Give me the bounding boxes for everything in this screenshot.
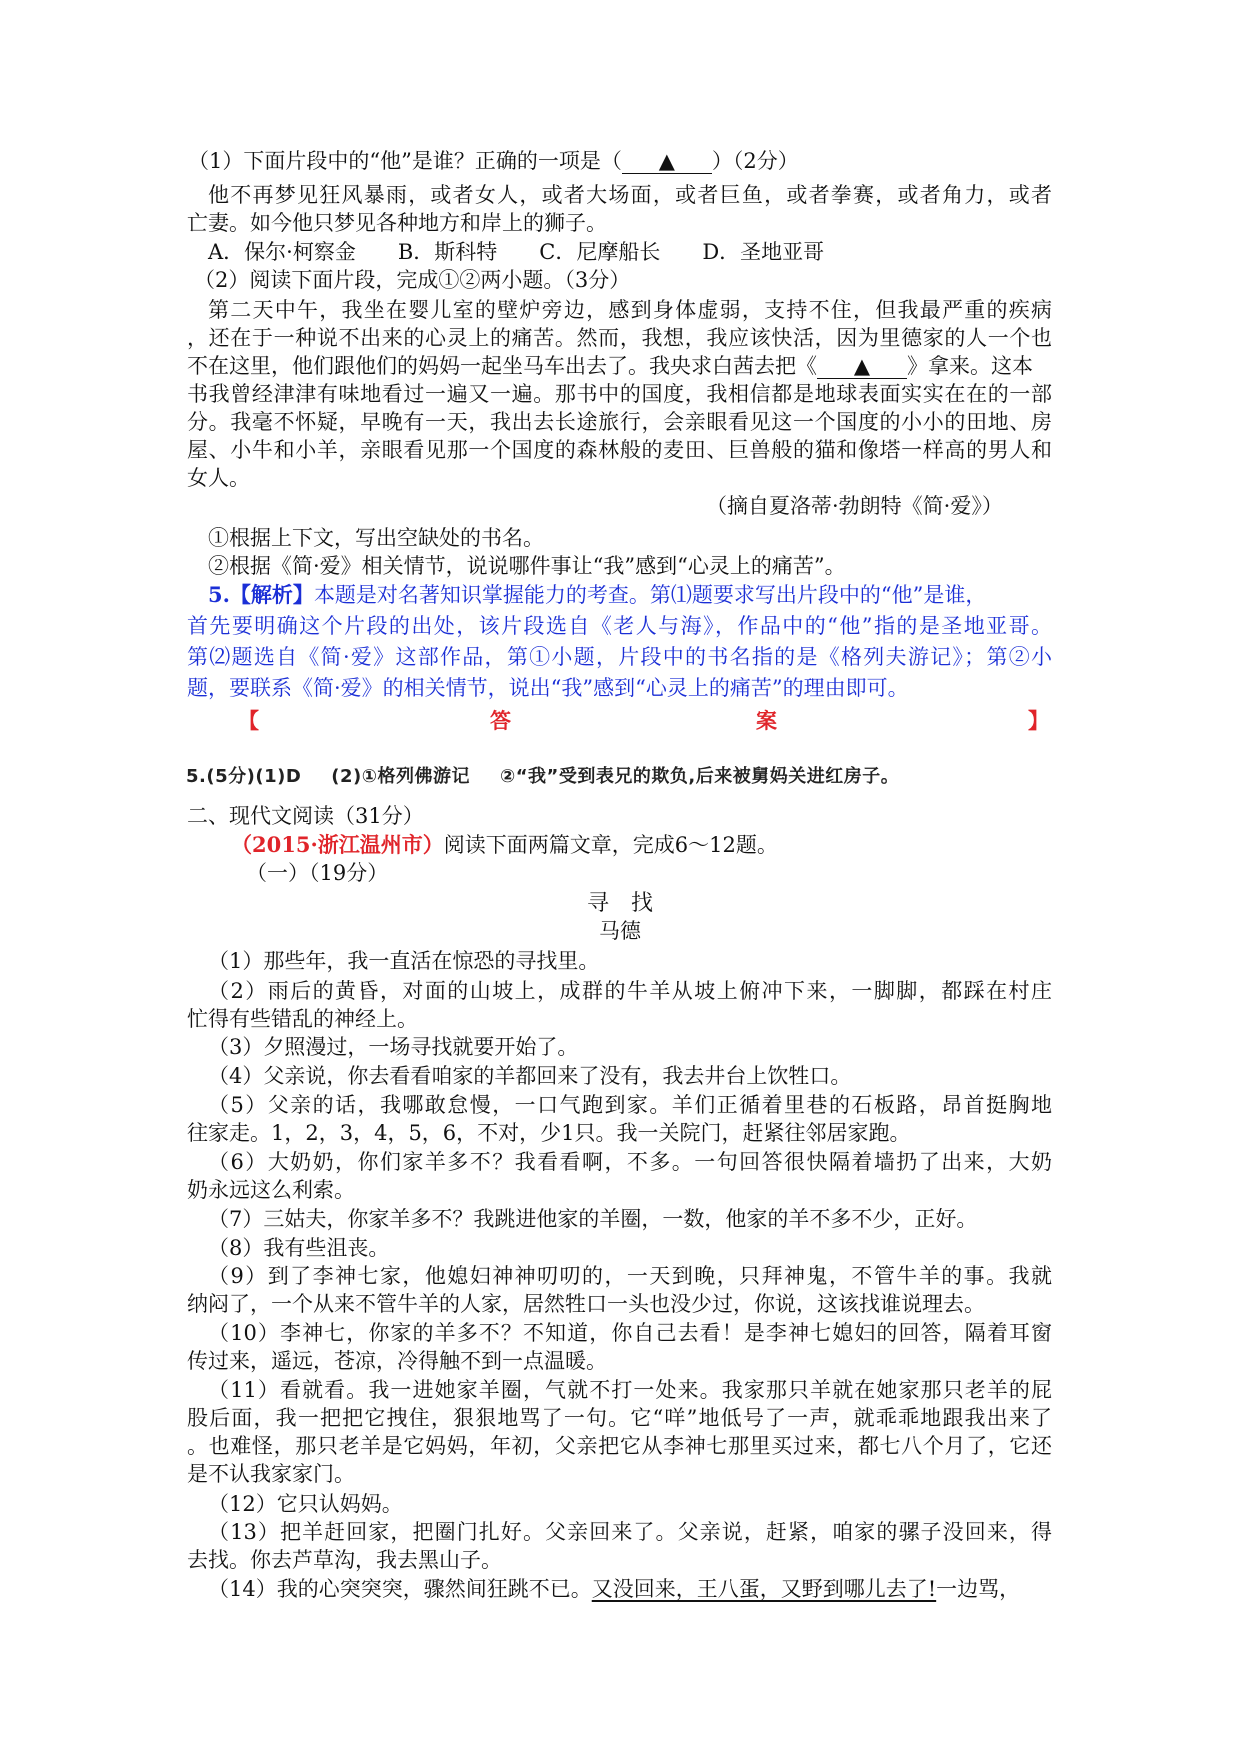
answer-bracket-open: 【 [238,708,259,733]
answer-bracket-close: 】 [1028,708,1049,733]
answer-part: 5.(5分)(1)D [186,766,302,787]
analysis-line: 第⑵题选自《简·爱》这部作品，第①小题，片段中的书名指的是《格列夫游记》；第②小 [187,645,1052,669]
q1-prompt-score: ）（2分） [711,149,799,173]
story-paragraph: （2）雨后的黄昏，对面的山坡上，成群的牛羊从坡上俯冲下来，一脚脚，都踩在村庄 [208,979,1052,1003]
story-paragraph: （9）到了李神七家，他媳妇神神叨叨的，一天到晚，只拜神鬼，不管牛羊的事。我就 [208,1264,1052,1288]
exam-source-tag: （2015·浙江温州市） [231,832,444,857]
story-paragraph: 。也难怪，那只老羊是它妈妈，年初，父亲把它从李神七那里买过来，都七八个月了，它还 [187,1434,1052,1458]
q2-sub-question-2: ②根据《简·爱》相关情节，说说哪件事让“我”感到“心灵上的痛苦”。 [208,554,846,578]
answer-part: (2)①格列佛游记 [331,766,470,787]
q1-options: A．保尔·柯察金 B．斯科特 C．尼摩船长 D．圣地亚哥 [208,240,825,264]
q2-passage-line: 分。我毫不怀疑，早晚有一天，我出去长途旅行，会亲眼看见这一个国度的小小的田地、房 [187,410,1052,434]
story-paragraph [208,1575,1020,1603]
q1-passage-line: 亡妻。如今他只梦见各种地方和岸上的狮子。 [187,211,607,235]
question-1-prompt [188,147,799,175]
story-paragraph: （3）夕照漫过，一场寻找就要开始了。 [208,1035,579,1059]
question-2-prompt: （2）阅读下面片段，完成①②两小题。（3分） [194,268,631,292]
section-heading: 二、现代文阅读（31分） [187,804,424,828]
story-paragraph: （6）大奶奶，你们家羊多不？我看看啊，不多。一句回答很快隔着墙扔了出来，大奶 [208,1150,1052,1174]
book-title-blank: ▲ [817,354,907,379]
story-paragraph: （1）那些年，我一直活在惊恐的寻找里。 [208,949,600,973]
story-paragraph: 去找。你去芦草沟，我去黑山子。 [187,1548,502,1572]
story-paragraph: （8）我有些沮丧。 [208,1236,390,1260]
q1-passage-line: 他不再梦见狂风暴雨，或者女人，或者大场面，或者巨鱼，或者拳赛，或者角力，或者 [208,183,1052,207]
section-instruction [231,831,778,859]
q2-passage-line: 屋、小牛和小羊，亲眼看见那一个国度的森林般的麦田、巨兽般的猫和像塔一样高的男人和 [187,438,1052,462]
answer-heading-char: 答 [490,708,511,733]
q2-passage-line: 女人。 [187,466,250,490]
article-title: 寻 找 [586,891,653,916]
answer-line [186,762,929,788]
q2-passage-source: （摘自夏洛蒂·勃朗特《简·爱》） [706,494,1003,518]
analysis-label: 5.【解析】 [208,582,314,607]
underlined-sentence: 又没回来，王八蛋，又野到哪儿去了! [591,1577,937,1601]
answer-heading-char: 案 [756,708,777,733]
analysis-line: 题，要联系《简·爱》的相关情节，说出“我”感到“心灵上的痛苦”的理由即可。 [187,676,909,700]
story-paragraph: 股后面，我一把把它拽住，狠狠地骂了一句。它“咩”地低号了一声，就乖乖地跟我出来了 [187,1406,1052,1430]
q2-passage-text: 不在这里，他们跟他们的妈妈一起坐马车出去了。我央求白茜去把《 [187,354,817,378]
story-paragraph: 奶永远这么利索。 [187,1178,355,1202]
q2-passage-line: ，还在于一种说不出来的心灵上的痛苦。然而，我想，我应该快活，因为里德家的人一个也 [187,326,1052,350]
analysis-line: 首先要明确这个片段的出处，该片段选自《老人与海》，作品中的“他”指的是圣地亚哥。 [187,614,1052,638]
story-paragraph: （4）父亲说，你去看看咱家的羊都回来了没有，我去井台上饮牲口。 [208,1064,852,1088]
story-paragraph: （10）李神七，你家的羊多不？不知道，你自己去看！是李神七媳妇的回答，隔着耳窗 [208,1321,1052,1345]
story-text: （14）我的心突突突，骤然间狂跳不已。 [208,1577,592,1601]
article-author: 马德 [599,919,641,943]
analysis-text: 本题是对名著知识掌握能力的考查。第⑴题要求写出片段中的“他”是谁， [313,583,987,607]
story-text: 一边骂， [936,1577,1021,1601]
story-paragraph: （5）父亲的话，我哪敢怠慢，一口气跑到家。羊们正循着里巷的石板路，昂首挺胸地 [208,1093,1052,1117]
story-paragraph: 是不认我家家门。 [187,1462,355,1486]
answer-part: ②“我”受到表兄的欺负,后来被舅妈关进红房子。 [499,766,900,787]
story-paragraph: 忙得有些错乱的神经上。 [187,1007,418,1031]
q2-sub-question-1: ①根据上下文，写出空缺处的书名。 [208,526,544,550]
q2-passage-text: 》拿来。这本 [907,354,1033,378]
story-paragraph: 纳闷了，一个从来不管牛羊的人家，居然牲口一头也没少过，你说，这该找谁说理去。 [187,1292,985,1316]
story-paragraph: 传过来，遥远，苍凉，冷得触不到一点温暖。 [187,1349,607,1373]
instruction-text: 阅读下面两篇文章，完成6～12题。 [443,833,778,857]
analysis-line [208,581,986,609]
story-paragraph: （13）把羊赶回家，把圈门扎好。父亲回来了。父亲说，赶紧，咱家的骡子没回来，得 [208,1520,1052,1544]
answer-blank: ▲ [622,149,712,174]
story-paragraph: （7）三姑夫，你家羊多不？我跳进他家的羊圈，一数，他家的羊不多不少，正好。 [208,1207,978,1231]
q2-passage-line-blank [187,352,1033,380]
story-paragraph: （11）看就看。我一进她家羊圈，气就不打一处来。我家那只羊就在她家那只老羊的屁 [208,1378,1052,1402]
part-heading: （一）（19分） [246,861,389,885]
story-paragraph: （12）它只认妈妈。 [208,1492,403,1516]
story-paragraph: 往家走。1，2，3，4，5，6，不对，少1只。我一关院门，赶紧往邻居家跑。 [187,1121,911,1145]
q2-passage-line: 书我曾经津津有味地看过一遍又一遍。那书中的国度，我相信都是地球表面实实在在的一部 [187,382,1052,406]
q1-prompt-text: （1）下面片段中的“他”是谁？正确的一项是（ [188,149,622,173]
q2-passage-line: 第二天中午，我坐在婴儿室的壁炉旁边，感到身体虚弱，支持不住，但我最严重的疾病 [208,298,1052,322]
